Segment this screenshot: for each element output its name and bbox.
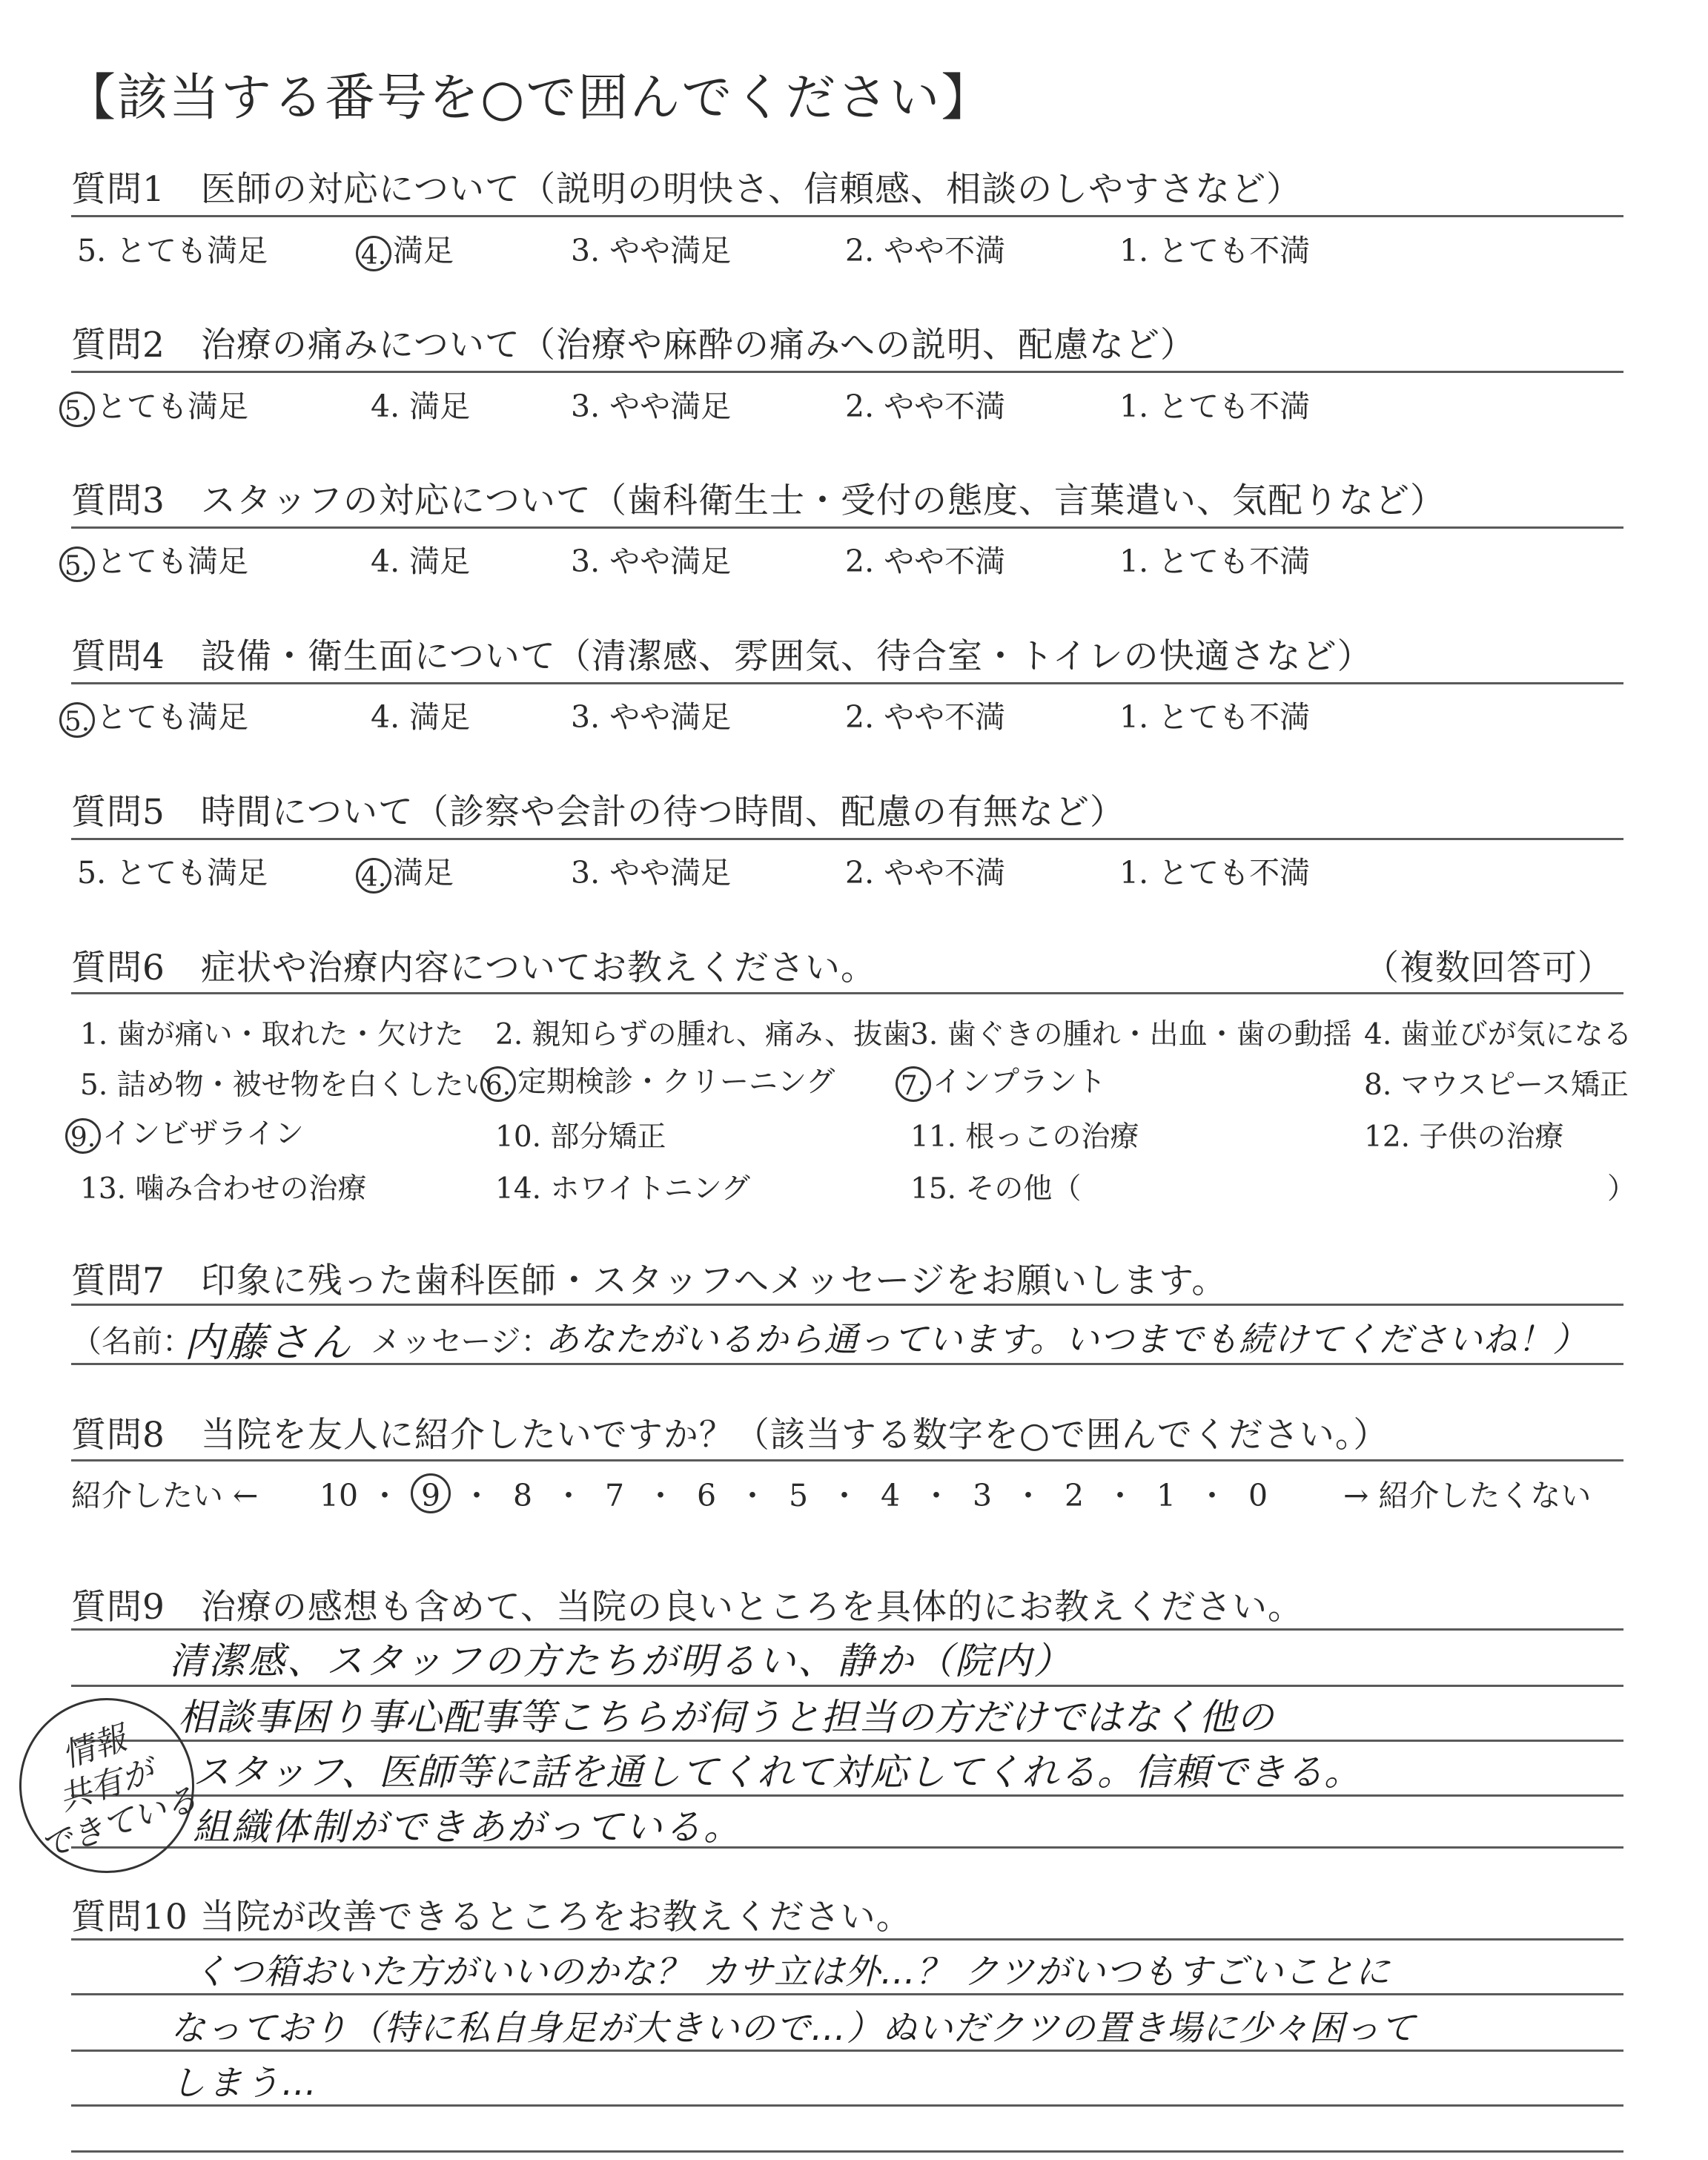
q8-right-label: → 紹介したくない [1343, 1478, 1592, 1513]
q6-item-9-selected[interactable] [65, 1111, 304, 1154]
q6-item-6-selected[interactable] [480, 1059, 835, 1102]
q6-item-7-selected[interactable] [896, 1059, 1106, 1102]
q2-title: 質問2 治療の痛みについて（治療や麻酔の痛みへの説明、配慮など） [71, 325, 1196, 366]
q7-message-value[interactable]: あなたがいるから通っています。いつまでも続けてくださいね！） [545, 1319, 1588, 1359]
scale-dot: ・ [1196, 1478, 1228, 1513]
q4-title: 質問4 設備・衛生面について（清潔感、雰囲気、待合室・トイレの快適さなど） [71, 636, 1373, 677]
option-label: 満足 [393, 855, 454, 891]
q4-option-4[interactable]: 4. 満足 [371, 699, 471, 735]
q5-option-5[interactable]: 5. とても満足 [77, 855, 268, 891]
ruled-line [71, 2150, 1623, 2153]
q3-option-5-selected[interactable] [59, 537, 248, 582]
q9-answer-line-1[interactable]: 清潔感、スタッフの方たちが明るい、静か（院内） [169, 1639, 1073, 1682]
q6-title: 質問6 症状や治療内容についてお教えください。 [71, 948, 876, 988]
q6-item-12[interactable]: 12. 子供の治療 [1364, 1120, 1564, 1154]
q8-scale-5[interactable]: 5 [788, 1478, 809, 1513]
q1-option-5[interactable]: 5. とても満足 [77, 233, 268, 268]
divider [71, 1938, 1623, 1941]
selection-circle: 6. [480, 1066, 516, 1102]
q3-option-2[interactable]: 2. やや不満 [845, 544, 1006, 579]
q1-title: 質問1 医師の対応について（説明の明快さ、信頼感、相談のしやすさなど） [71, 169, 1302, 210]
q10-answer-line-1[interactable]: くつ箱おいた方がいいのかな？ カサ立は外…？ クツがいつもすごいことに [193, 1952, 1391, 1992]
q9-answer-line-3[interactable]: スタッフ、医師等に話を通してくれて対応してくれる。信頼できる。 [193, 1751, 1362, 1794]
q6-note: （複数回答可） [1364, 948, 1613, 988]
q8-scale-1[interactable]: 1 [1156, 1478, 1176, 1513]
q8-scale-8[interactable]: 8 [512, 1478, 533, 1513]
divider [71, 682, 1623, 684]
q6-item-3[interactable]: 3. 歯ぐきの腫れ・出血・歯の動揺 [910, 1018, 1352, 1051]
selection-circle: 7. [896, 1066, 931, 1102]
q8-scale-9-selected[interactable]: 9 [411, 1473, 451, 1513]
ruled-line [71, 1685, 1623, 1687]
q7-name-label: （名前： [71, 1324, 193, 1359]
q1-option-2[interactable]: 2. やや不満 [845, 233, 1006, 268]
q4-option-2[interactable]: 2. やや不満 [845, 699, 1006, 735]
q7-name-value[interactable]: 内藤さん [184, 1319, 353, 1366]
q6-item-13[interactable]: 13. 噛み合わせの治療 [80, 1172, 367, 1206]
q4-option-5-selected[interactable] [59, 693, 248, 738]
scale-dot: ・ [553, 1478, 584, 1513]
q9-margin-note: 情報 共有が できている [0, 1675, 217, 1895]
q9-answer-line-2[interactable]: 相談事困り事心配事等こちらが伺うと担当の方だけではなく他の [178, 1696, 1274, 1739]
selection-circle: 5. [59, 546, 95, 582]
q6-item-11[interactable]: 11. 根っこの治療 [910, 1120, 1139, 1154]
selection-circle: 5. [59, 392, 95, 427]
divider [71, 371, 1623, 373]
q10-title: 質問10 当院が改善できるところをお教えください。 [71, 1897, 912, 1938]
q6-item-10[interactable]: 10. 部分矯正 [495, 1120, 666, 1154]
option-label: とても満足 [96, 544, 248, 579]
q4-option-3[interactable]: 3. やや満足 [571, 699, 732, 735]
option-label: 定期検診・クリーニング [517, 1066, 835, 1099]
q3-option-3[interactable]: 3. やや満足 [571, 544, 732, 579]
divider [71, 1628, 1623, 1631]
divider [71, 1363, 1623, 1365]
q4-option-1[interactable]: 1. とても不満 [1119, 699, 1311, 735]
scale-dot: ・ [1105, 1478, 1136, 1513]
q6-item-2[interactable]: 2. 親知らずの腫れ、痛み、抜歯 [495, 1018, 912, 1051]
q7-message-label: メッセージ： [371, 1324, 552, 1359]
scale-dot: ・ [921, 1478, 952, 1513]
scale-dot: ・ [645, 1478, 676, 1513]
divider [71, 992, 1623, 994]
selection-circle: 4. [356, 858, 391, 894]
q3-title: 質問3 スタッフの対応について（歯科衛生士・受付の態度、言葉遣い、気配りなど） [71, 480, 1446, 521]
option-label: とても満足 [96, 699, 248, 735]
q2-option-1[interactable]: 1. とても不満 [1119, 389, 1311, 424]
divider [71, 215, 1623, 217]
scale-dot: ・ [829, 1478, 860, 1513]
scale-dot: ・ [461, 1478, 492, 1513]
q8-scale-4[interactable]: 4 [880, 1478, 901, 1513]
q8-left-label: 紹介したい ← [71, 1478, 259, 1513]
q7-title: 質問7 印象に残った歯科医師・スタッフへメッセージをお願いします。 [71, 1261, 1228, 1301]
scale-dot: ・ [369, 1478, 400, 1513]
q10-answer-line-2[interactable]: なっており（特に私自身足が大きいので…）ぬいだクツの置き場に少々困って [171, 2008, 1416, 2049]
q8-title: 質問8 当院を友人に紹介したいですか？（該当する数字を○で囲んでください。） [71, 1415, 1389, 1456]
form-header: 【該当する番号を○で囲んでください】 [65, 69, 993, 128]
q6-item-15[interactable]: 15. その他（ [910, 1172, 1082, 1206]
q1-option-4-selected[interactable] [356, 226, 454, 271]
q6-item-15-close-paren: ） [1607, 1172, 1637, 1206]
option-label: インビザライン [102, 1117, 304, 1151]
scale-dot: ・ [737, 1478, 768, 1513]
q2-option-3[interactable]: 3. やや満足 [571, 389, 732, 424]
q8-scale [319, 1471, 1278, 1515]
q2-option-4[interactable]: 4. 満足 [371, 389, 471, 424]
q2-option-2[interactable]: 2. やや不満 [845, 389, 1006, 424]
q6-item-4[interactable]: 4. 歯並びが気になる [1364, 1018, 1632, 1051]
q9-title: 質問9 治療の感想も含めて、当院の良いところを具体的にお教えください。 [71, 1587, 1303, 1628]
q6-item-14[interactable]: 14. ホワイトニング [495, 1172, 750, 1206]
q8-scale-2[interactable]: 2 [1064, 1478, 1085, 1513]
q8-scale-10[interactable]: 10 [319, 1478, 359, 1513]
divider [71, 526, 1623, 529]
q5-title: 質問5 時間について（診察や会計の待つ時間、配慮の有無など） [71, 792, 1125, 833]
q5-option-1[interactable]: 1. とても不満 [1119, 855, 1311, 891]
q1-option-3[interactable]: 3. やや満足 [571, 233, 732, 268]
q3-option-1[interactable]: 1. とても不満 [1119, 544, 1311, 579]
scale-dot: ・ [1013, 1478, 1044, 1513]
divider [71, 838, 1623, 840]
q6-item-5[interactable]: 5. 詰め物・被せ物を白くしたい [80, 1069, 493, 1102]
q6-item-8[interactable]: 8. マウスピース矯正 [1364, 1069, 1629, 1102]
option-label: とても満足 [96, 389, 248, 424]
q10-answer-line-3[interactable]: しまう… [171, 2063, 319, 2104]
q1-option-1[interactable]: 1. とても不満 [1119, 233, 1311, 268]
divider [71, 1304, 1623, 1306]
option-label: インプラント [933, 1066, 1107, 1099]
q5-option-2[interactable]: 2. やや不満 [845, 855, 1006, 891]
selection-circle: 9. [65, 1118, 101, 1154]
q8-scale-0[interactable]: 0 [1248, 1478, 1268, 1513]
q2-option-5-selected[interactable] [59, 382, 248, 427]
q3-option-4[interactable]: 4. 満足 [371, 544, 471, 579]
q9-answer-line-4[interactable]: 組織体制ができあがっている。 [193, 1806, 743, 1849]
q8-scale-6[interactable]: 6 [696, 1478, 717, 1513]
q6-item-1[interactable]: 1. 歯が痛い・取れた・欠けた [80, 1018, 464, 1051]
selection-circle: 4. [356, 236, 391, 271]
selection-circle: 5. [59, 702, 95, 738]
option-label: 満足 [393, 233, 454, 268]
q8-scale-3[interactable]: 3 [972, 1478, 993, 1513]
divider [71, 1459, 1623, 1462]
q5-option-4-selected[interactable] [356, 848, 454, 894]
q8-scale-7[interactable]: 7 [604, 1478, 625, 1513]
q5-option-3[interactable]: 3. やや満足 [571, 855, 732, 891]
